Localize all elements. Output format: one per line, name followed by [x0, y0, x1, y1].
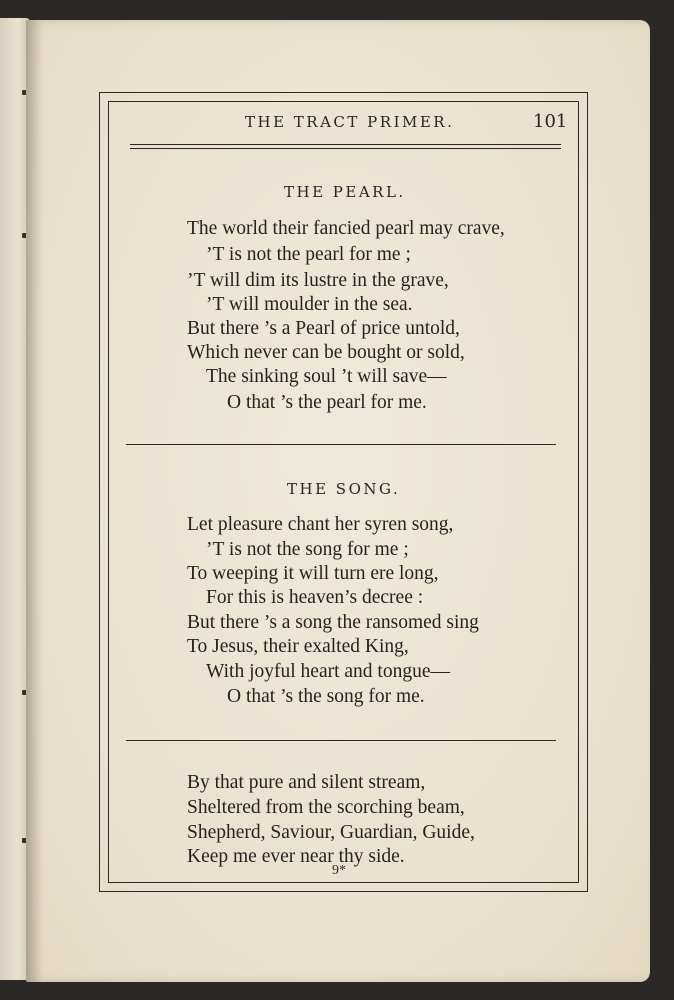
poem-line: But there ’s a Pearl of price untold, — [187, 318, 460, 339]
poem-line: O that ’s the song for me. — [227, 686, 425, 707]
poem-line: For this is heaven’s decree : — [206, 587, 424, 608]
poem-line: ’T is not the song for me ; — [206, 539, 409, 560]
running-head: THE TRACT PRIMER. — [245, 113, 455, 131]
poem-line: By that pure and silent stream, — [187, 772, 426, 793]
section-divider — [126, 444, 556, 445]
poem-line: Let pleasure chant her syren song, — [187, 514, 454, 535]
poem-line: The sinking soul ’t will save— — [206, 366, 447, 387]
poem-title-song: THE SONG. — [287, 480, 401, 498]
header-rule-double — [130, 148, 561, 149]
header-rule — [130, 144, 561, 145]
poem-line: The world their fancied pearl may crave, — [187, 218, 505, 239]
poem-line: Sheltered from the scorching beam, — [187, 797, 465, 818]
poem-line: ’T will moulder in the sea. — [206, 294, 413, 315]
gutter-shadow — [26, 20, 44, 982]
poem-line: To Jesus, their exalted King, — [187, 636, 409, 657]
poem-line: ’T is not the pearl for me ; — [206, 244, 411, 265]
poem-title-pearl: THE PEARL. — [284, 183, 406, 201]
signature-mark: 9* — [332, 863, 346, 878]
poem-line: ’T will dim its lustre in the grave, — [187, 270, 449, 291]
poem-line: Keep me ever near thy side. — [187, 846, 405, 867]
poem-line: To weeping it will turn ere long, — [187, 563, 439, 584]
poem-line: But there ’s a song the ransomed sing — [187, 612, 479, 633]
page-number: 101 — [533, 111, 568, 132]
poem-line: Which never can be bought or sold, — [187, 342, 465, 363]
poem-line: O that ’s the pearl for me. — [227, 392, 427, 413]
section-divider — [126, 740, 556, 741]
poem-line: With joyful heart and tongue— — [206, 661, 450, 682]
poem-line: Shepherd, Saviour, Guardian, Guide, — [187, 822, 475, 843]
